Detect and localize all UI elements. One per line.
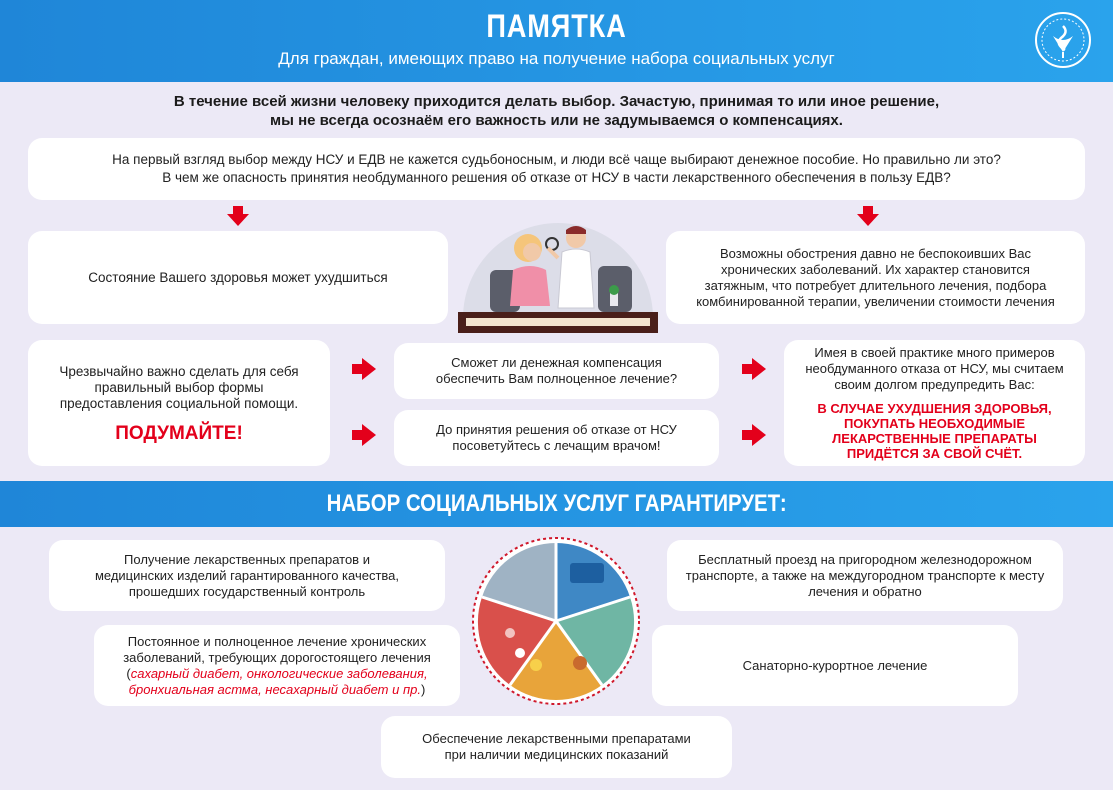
arrow-right-icon [742, 424, 766, 446]
arrow-right-icon [352, 424, 376, 446]
exacerbation-card: Возможны обострения давно не беспокоивших Вас хронических заболеваний. Их характер становится затяжным, что потребует длительного лечения, подбора комбинированной терапии, увеличении стоимости лечения [666, 231, 1085, 324]
question-card: На первый взгляд выбор между НСУ и ЕДВ не кажется судьбоносным, и люди всё чаще выбирают денежное пособие. Но правильно ли это? В чем же опасность принятия необдуманного решения об отказе от НСУ в части лекарственного обеспечения в пользу ЕДВ? [28, 138, 1085, 200]
pharmacy-logo-icon [1033, 10, 1093, 70]
important-card: Чрезвычайно важно сделать для себя правильный выбор формы предоставления социальной помощи. ПОДУМАЙТЕ! [28, 340, 330, 466]
intro-text: В течение всей жизни человеку приходится делать выбор. Зачастую, принимая то или иное решение, мы не всегда осознаём его важность или не задумываемся о компенсациях. [173, 93, 940, 129]
chronic-treatment-card: Постоянное и полноценное лечение хронических заболеваний, требующих дорогостоящего лечения (сахарный диабет, онкологические заболевания, бронхиальная астма, несахарный диабет и пр.) [94, 625, 460, 706]
compensation-card: Сможет ли денежная компенсация обеспечить Вам полноценное лечение? [394, 343, 719, 399]
doctor-patient-illustration [458, 208, 658, 333]
transport-card: Бесплатный проезд на пригородном железнодорожном транспорте, а также на междугородном транспорте к месту лечения и обратно [667, 540, 1063, 611]
sanatorium-card: Санаторно-курортное лечение [652, 625, 1018, 706]
arrow-down-icon [857, 206, 879, 226]
arrow-right-icon [352, 358, 376, 380]
arrow-down-icon [227, 206, 249, 226]
band-title: НАБОР СОЦИАЛЬНЫХ УСЛУГ ГАРАНТИРУЕТ: [326, 490, 787, 517]
page-title: ПАМЯТКА [486, 8, 627, 44]
page-subtitle: Для граждан, имеющих право на получение набора социальных услуг [278, 49, 835, 68]
quality-medicines-card: Получение лекарственных препаратов и медицинских изделий гарантированного качества, прошедших государственный контроль [49, 540, 445, 611]
header-bar [0, 0, 1113, 82]
doctor-advice-card: До принятия решения об отказе от НСУ посоветуйтесь с лечащим врачом! [394, 410, 719, 466]
warning-card: Имея в своей практике много примеров необдуманного отказа от НСУ, мы считаем своим долгом предупредить Вас: В СЛУЧАЕ УХУДШЕНИЯ ЗДОРОВЬЯ, ПОКУПАТЬ НЕОБХОДИМЫЕ ЛЕКАРСТВЕННЫЕ ПРЕПАРАТЫ ПРИДЁТСЯ ЗА СВОЙ СЧЁТ. [784, 340, 1085, 466]
chronic-examples: сахарный диабет, онкологические заболевания, бронхиальная астма, несахарный диабет и пр. [128, 665, 428, 697]
think-call: ПОДУМАЙТЕ! [115, 423, 243, 444]
guarantees-band [0, 481, 1113, 527]
warning-text: В СЛУЧАЕ УХУДШЕНИЯ ЗДОРОВЬЯ, ПОКУПАТЬ НЕОБХОДИМЫЕ ЛЕКАРСТВЕННЫЕ ПРЕПАРАТЫ ПРИДЁТСЯ ЗА СВОЙ СЧЁТ. [817, 401, 1052, 461]
medicines-provision-card: Обеспечение лекарственными препаратами при наличии медицинских показаний [381, 716, 732, 778]
health-card: Состояние Вашего здоровья может ухудшиться [28, 231, 448, 324]
arrow-right-icon [742, 358, 766, 380]
services-collage-illustration [470, 535, 642, 707]
